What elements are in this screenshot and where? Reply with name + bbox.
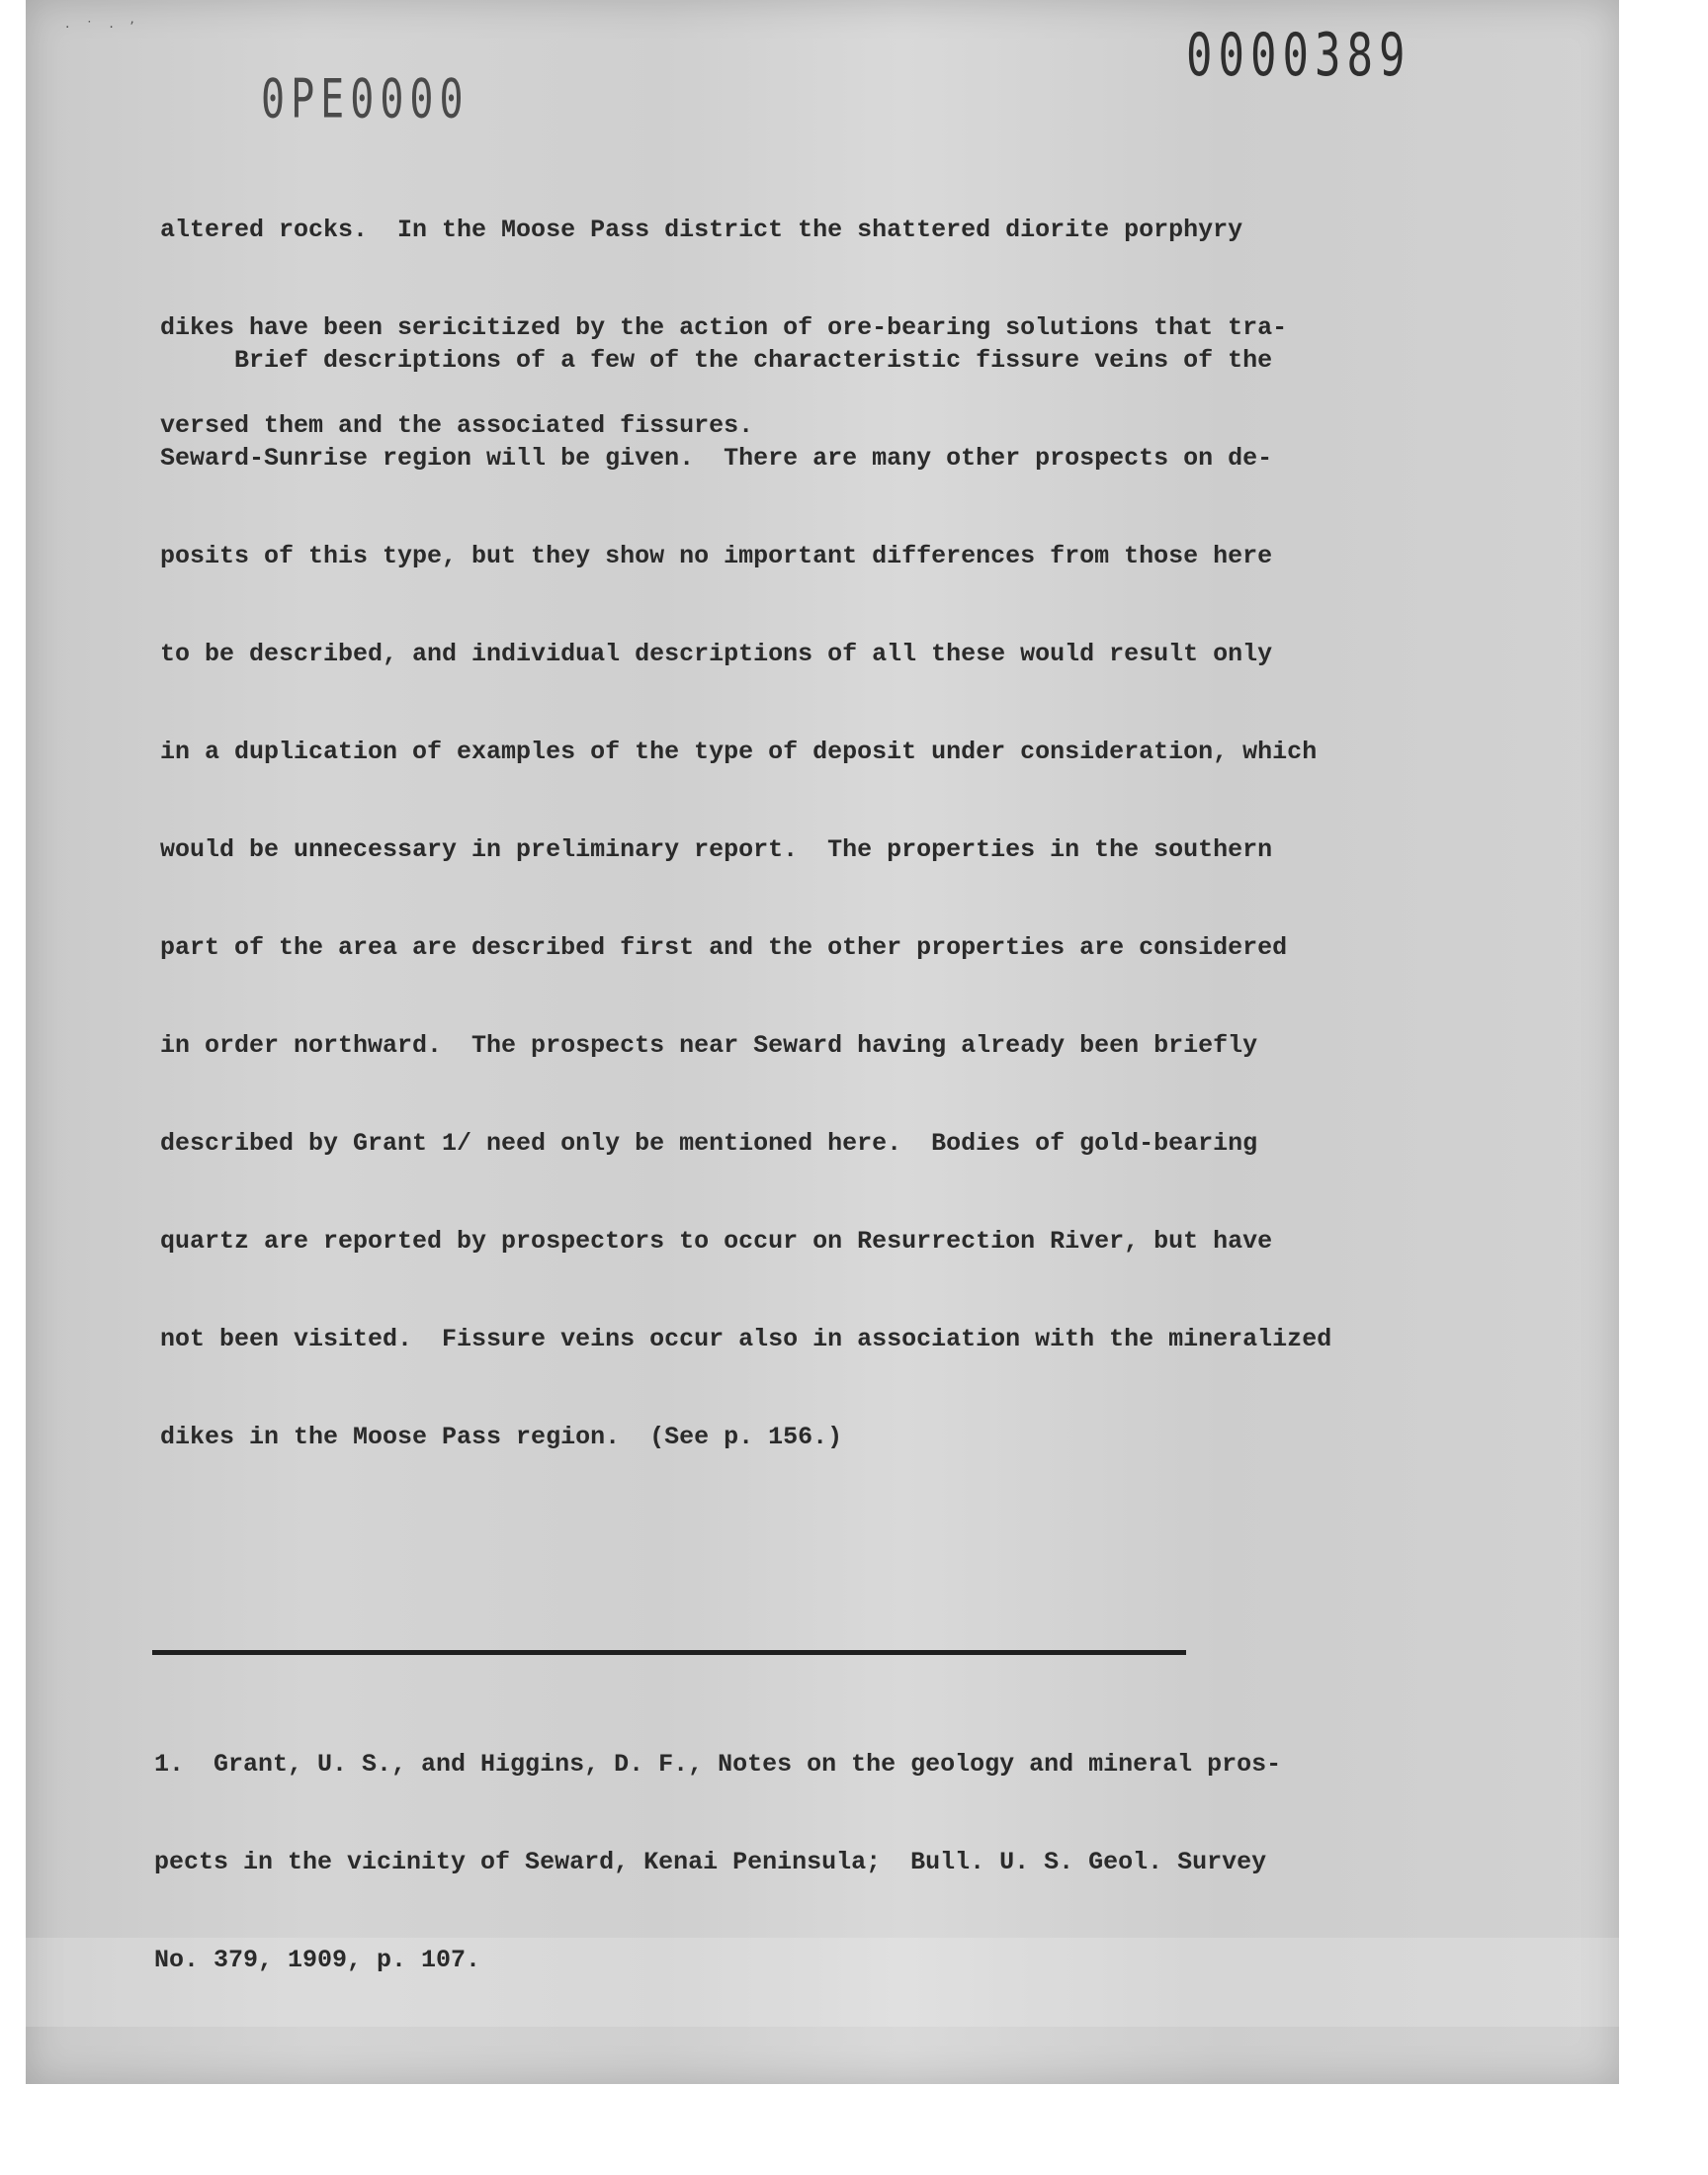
text-line: to be described, and individual descriptions of all these would result only xyxy=(160,640,1273,668)
text-line: described by Grant 1/ need only be mentioned here. Bodies of gold-bearing xyxy=(160,1129,1258,1158)
scan-specks: · ˙ · ’ xyxy=(65,20,140,36)
text-line: dikes have been sericitized by the action of ore-bearing solutions that tra- xyxy=(160,313,1288,342)
text-line: would be unnecessary in preliminary report. The properties in the southern xyxy=(160,835,1273,864)
text-line: dikes in the Moose Pass region. (See p. 156.) xyxy=(160,1423,843,1451)
text-line: posits of this type, but they show no important differences from those here xyxy=(160,542,1273,570)
text-line: Brief descriptions of a few of the characteristic fissure veins of the xyxy=(160,346,1273,375)
footnote-divider xyxy=(152,1650,1186,1655)
text-line: part of the area are described first and the other properties are considered xyxy=(160,933,1288,962)
document-id-stamp: 0PE0000 xyxy=(261,69,470,131)
text-line: in order northward. The prospects near Seward having already been briefly xyxy=(160,1031,1258,1060)
text-line: in a duplication of examples of the type of deposit under consideration, which xyxy=(160,738,1318,766)
text-line: quartz are reported by prospectors to occur on Resurrection River, but have xyxy=(160,1227,1273,1256)
text-line: not been visited. Fissure veins occur also in association with the mineralized xyxy=(160,1325,1332,1353)
text-line: versed them and the associated fissures. xyxy=(160,411,754,440)
footnote-line: 1. Grant, U. S., and Higgins, D. F., Notes on the geology and mineral pros- xyxy=(154,1750,1282,1779)
footnote-line: No. 379, 1909, p. 107. xyxy=(154,1946,481,1974)
footnote xyxy=(154,1683,1281,2009)
text-line: altered rocks. In the Moose Pass district the shattered diorite porphyry xyxy=(160,216,1243,244)
page-number-stamp: 0000389 xyxy=(1186,22,1411,90)
text-line: Seward-Sunrise region will be given. There are many other prospects on de- xyxy=(160,444,1273,473)
paragraph-2 xyxy=(160,279,1331,1486)
footnote-line: pects in the vicinity of Seward, Kenai Peninsula; Bull. U. S. Geol. Survey xyxy=(154,1848,1267,1876)
